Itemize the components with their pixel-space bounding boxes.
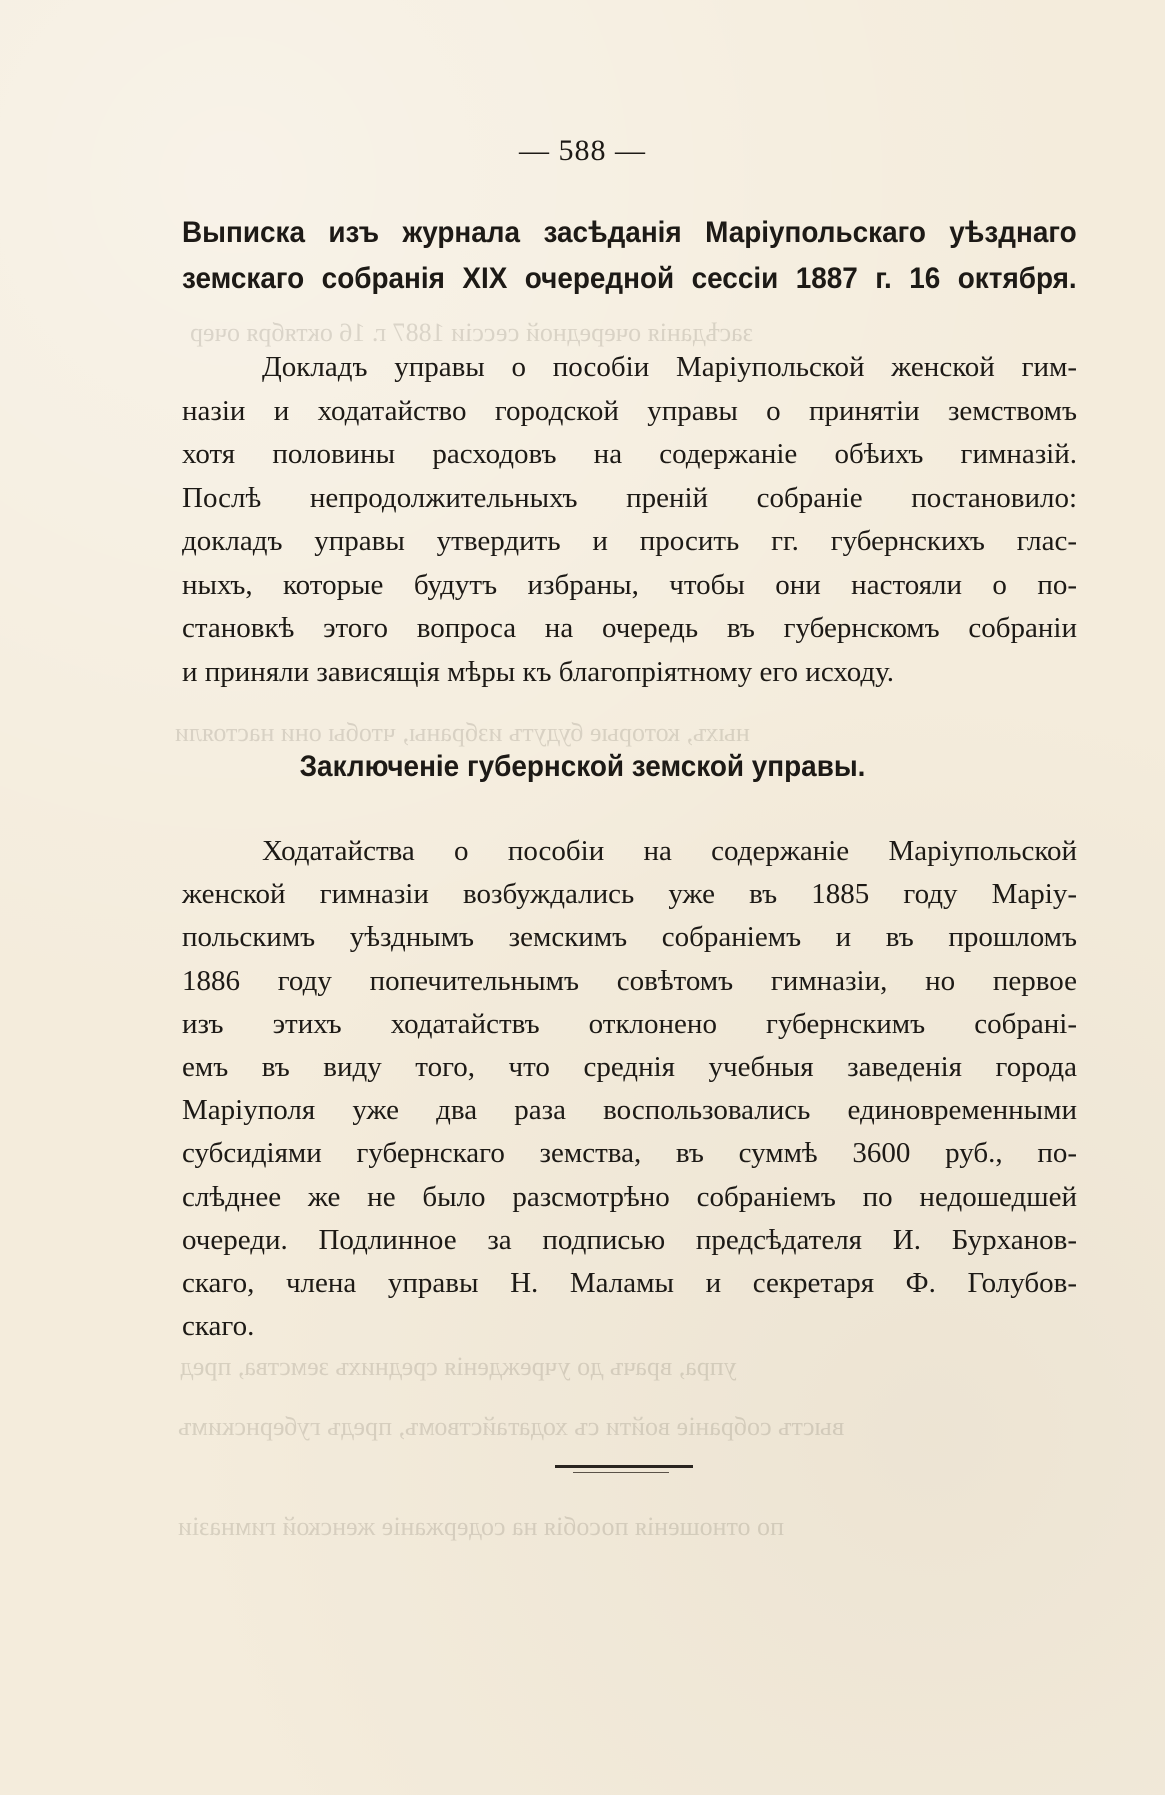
bleed-through-text: выстъ собраніе войти съ ходатайствомъ, предъ губернскимъ	[178, 1412, 845, 1441]
text-line: 1886 году попечительнымъ совѣтомъ гимназіи, но первое	[182, 964, 1077, 997]
text-line: слѣднее же не было разсмотрѣно собраніемъ по недошедшей	[182, 1180, 1077, 1213]
text-line: женской гимназіи возбуждались уже въ 1885 году Маріу-	[182, 878, 1077, 911]
text-line: Ходатайства о пособіи на содержаніе Маріупольской	[262, 835, 1077, 867]
document-title	[182, 210, 1077, 302]
bleed-through-text: упра, врачъ до учрежденія среднихъ земства, пред	[180, 1352, 737, 1381]
text-line: изъ этихъ ходатайствъ отклонено губернскимъ собрані-	[182, 1007, 1077, 1040]
text-line: емъ въ виду того, что среднія учебныя заведенія города	[182, 1051, 1077, 1084]
conclusion-paragraph	[182, 830, 1077, 1348]
title-line: Выписка изъ журнала засѣданія Маріупольскаго уѣзднаго	[182, 216, 1077, 249]
page-number: — 588 —	[519, 134, 646, 167]
section-subheading: Заключеніе губернской земской управы.	[299, 750, 866, 783]
bleed-through-text: по отношенія пособія на содержаніе женской гимназіи	[178, 1512, 784, 1541]
text-line: назіи и ходатайство городской управы о принятіи земствомъ	[182, 394, 1077, 427]
text-line: и приняли зависящія мѣры къ благопріятному его исходу.	[182, 655, 894, 688]
bleed-through-text: засѣданія очередной сессіи 1887 г. 16 октября очер	[190, 318, 753, 347]
report-paragraph	[182, 346, 1077, 694]
text-line: скаго, члена управы Н. Маламы и секретаря Ф. Голубов-	[182, 1267, 1077, 1300]
text-line: ныхъ, которые будутъ избраны, чтобы они настояли о по-	[182, 568, 1077, 601]
title-line: земскаго собранія XIX очередной сессіи 1887 г. 16 октября.	[182, 262, 1077, 295]
bleed-through-text: ныхъ, которые будутъ избраны, чтобы они настояли	[175, 718, 750, 747]
text-line: Докладъ управы о пособіи Маріупольской женской гим-	[262, 351, 1077, 383]
text-line: скаго.	[182, 1310, 255, 1343]
section-divider	[555, 1465, 693, 1468]
text-line: докладъ управы утвердить и просить гг. губернскихъ глас-	[182, 525, 1077, 557]
text-line: очереди. Подлинное за подписью предсѣдателя И. Бурханов-	[182, 1223, 1077, 1256]
text-line: польскимъ уѣзднымъ земскимъ собраніемъ и въ прошломъ	[182, 921, 1077, 954]
text-line: Маріуполя уже два раза воспользовались единовременными	[182, 1094, 1077, 1127]
text-line: становкѣ этого вопроса на очередь въ губернскомъ собраніи	[182, 612, 1077, 644]
text-line: субсидіями губернскаго земства, въ суммѣ 3600 руб., по-	[182, 1137, 1077, 1170]
text-line: Послѣ непродолжительныхъ преній собраніе постановило:	[182, 481, 1077, 514]
text-line: хотя половины расходовъ на содержаніе обѣихъ гимназій.	[182, 438, 1077, 470]
